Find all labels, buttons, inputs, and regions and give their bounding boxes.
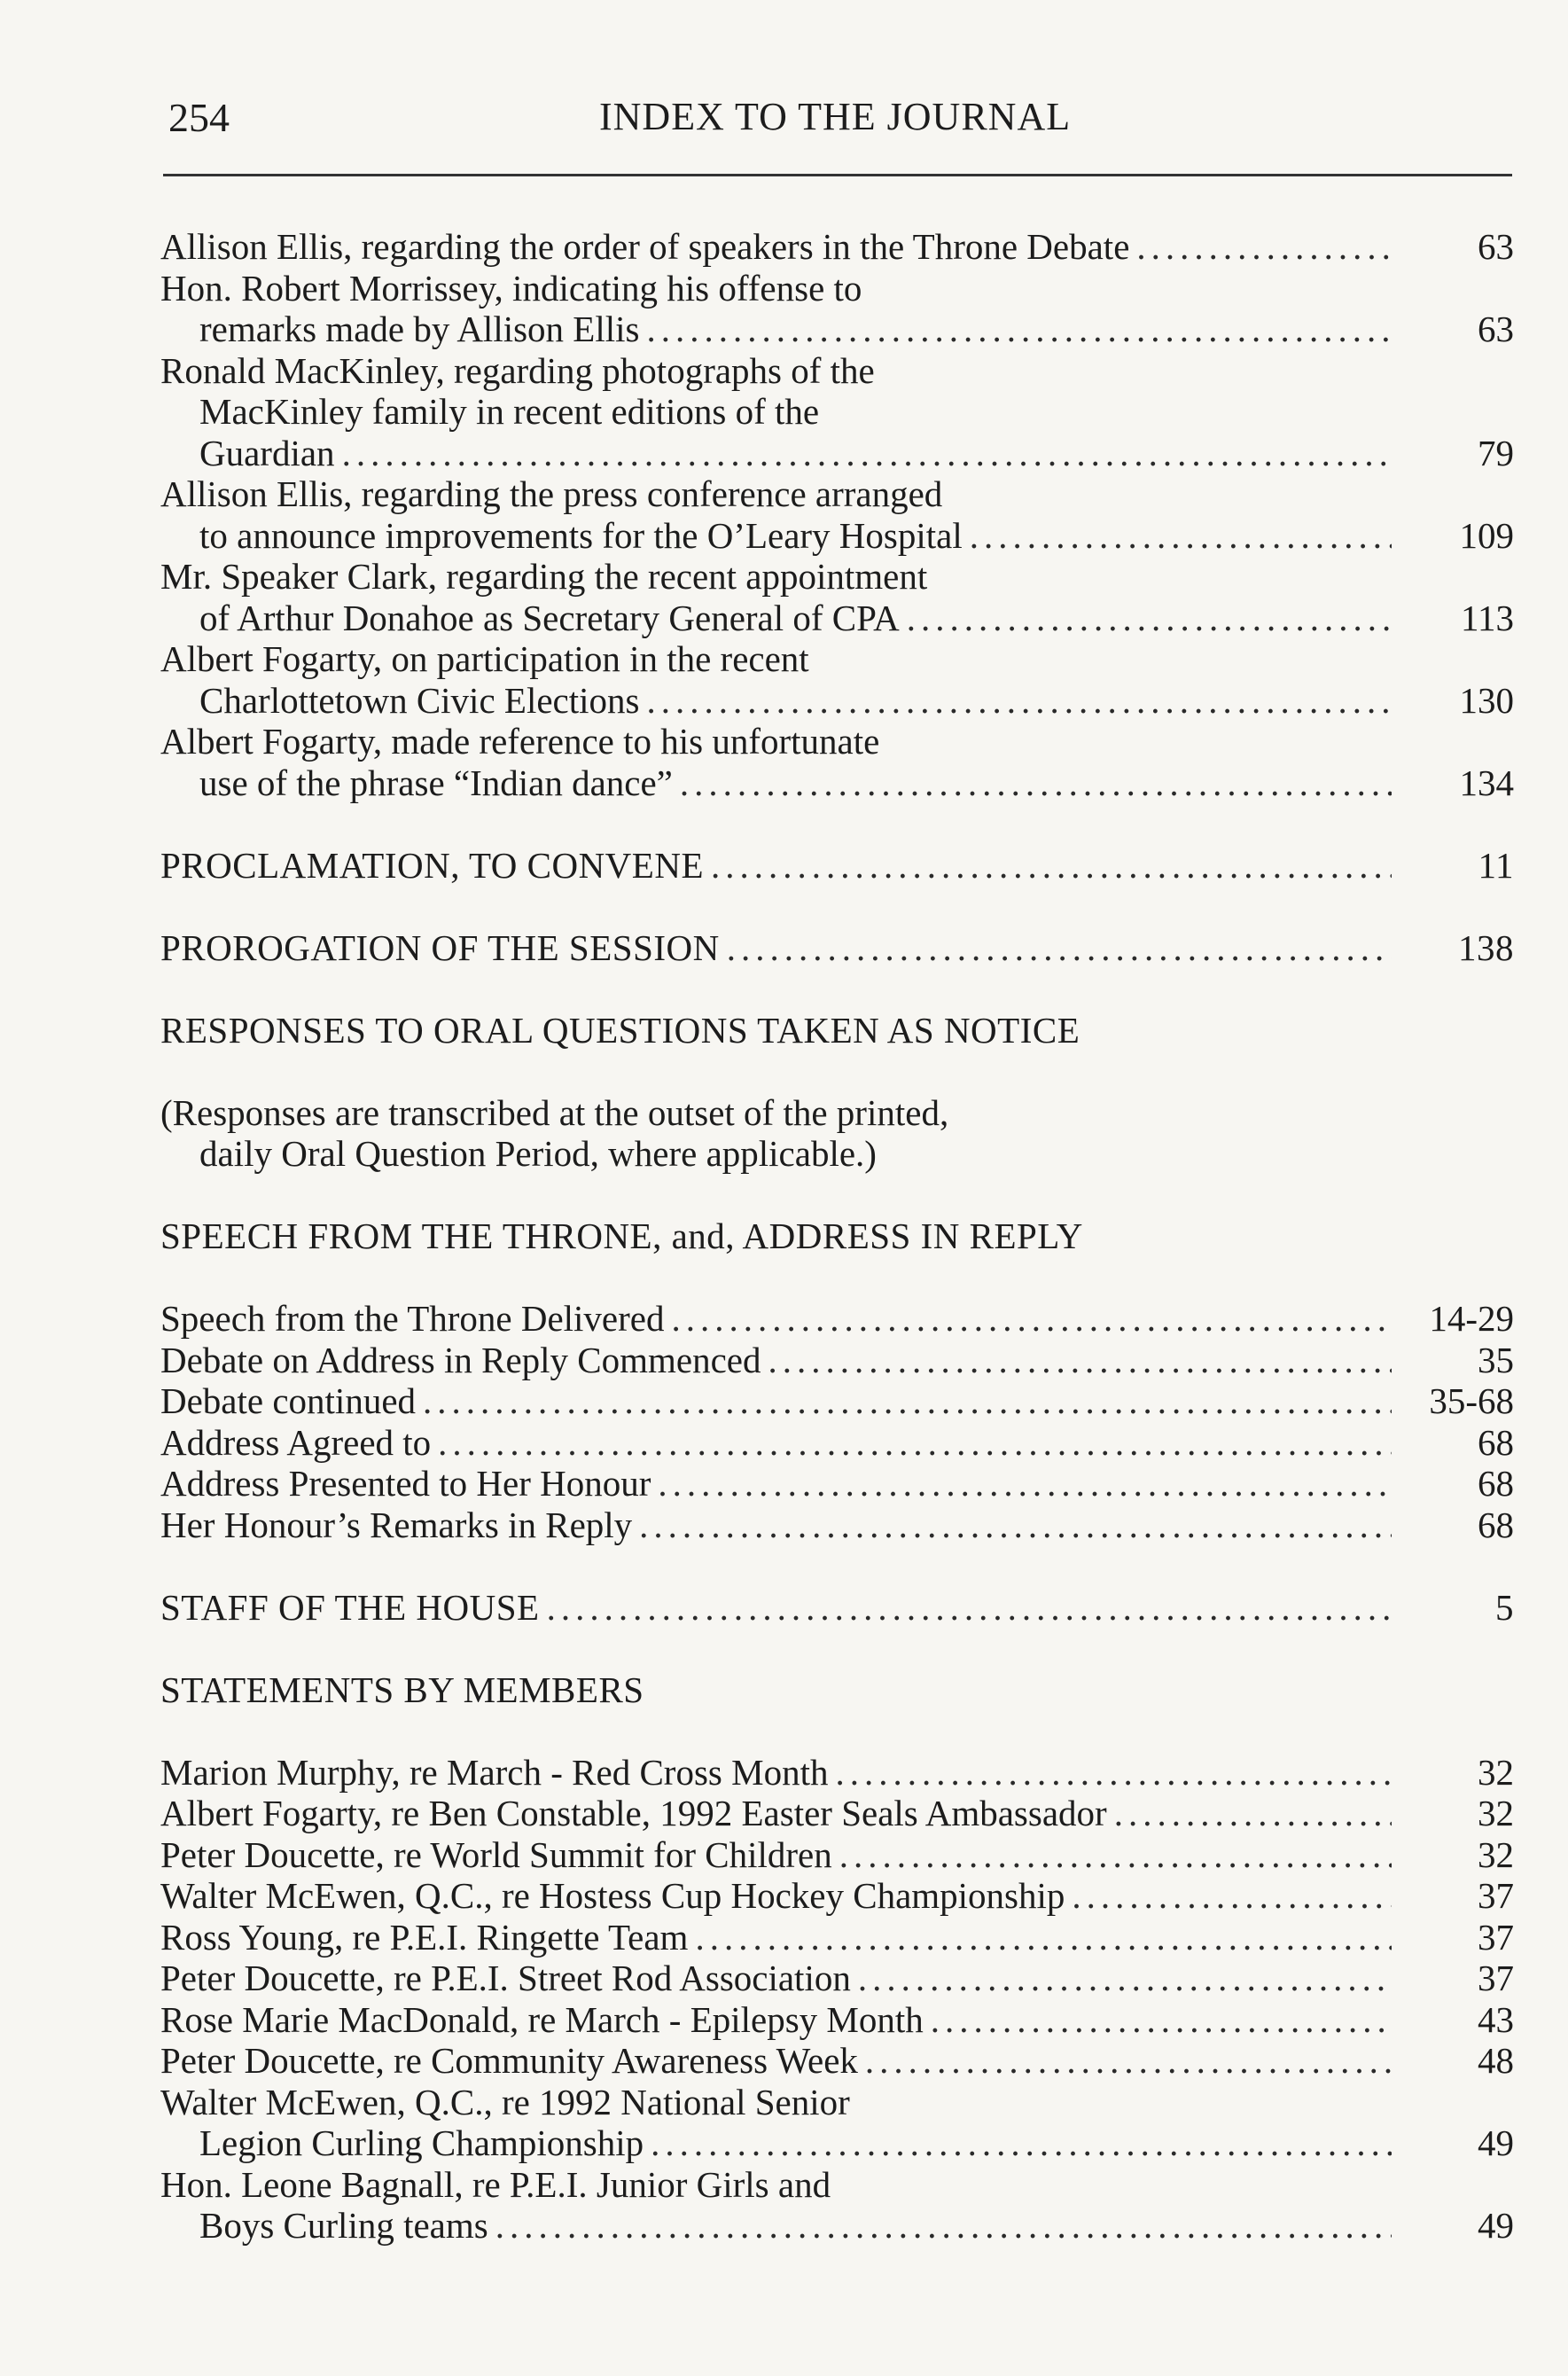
index-entry	[160, 1422, 1514, 1464]
dot-leader	[931, 1999, 1392, 2041]
entry-text: Charlottetown Civic Elections	[199, 679, 640, 721]
page-reference: 134	[1459, 762, 1514, 803]
section-heading-speech	[160, 1215, 1514, 1257]
section-heading-proclamation	[160, 845, 1514, 887]
page-title: INDEX TO THE JOURNAL	[599, 95, 1072, 138]
index-entry	[160, 268, 1514, 350]
entry-text: use of the phrase “Indian dance”	[199, 762, 673, 803]
index-entry	[160, 1834, 1514, 1876]
index-entry	[160, 1958, 1514, 1999]
entry-text: Allison Ellis, regarding the order of speakers in the Throne Debate	[160, 226, 1130, 267]
index-entry	[160, 473, 1514, 556]
entry-text: Peter Doucette, re World Summit for Children	[160, 1833, 832, 1875]
dot-leader	[342, 433, 1392, 474]
page-reference: 48	[1478, 2040, 1514, 2081]
index-entry	[160, 556, 1514, 638]
heading-label: SPEECH FROM THE THRONE, and, ADDRESS IN REPLY	[160, 1215, 1083, 1256]
entry-text: Legion Curling Championship	[199, 2122, 644, 2163]
heading-label: STAFF OF THE HOUSE	[160, 1586, 540, 1628]
heading-label: PROROGATION OF THE SESSION	[160, 926, 720, 968]
dot-leader	[547, 1587, 1392, 1629]
entry-text: Debate continued	[160, 1380, 417, 1421]
entry-text: Speech from the Throne Delivered	[160, 1298, 665, 1339]
dot-leader	[423, 1380, 1392, 1422]
entry-text: Peter Doucette, re Community Awareness Week	[160, 2040, 858, 2081]
dot-leader	[639, 1505, 1392, 1546]
entry-text: remarks made by Allison Ellis	[199, 309, 640, 349]
page-reference: 68	[1478, 1421, 1514, 1463]
page-reference: 14-29	[1429, 1298, 1514, 1339]
dot-leader	[658, 1463, 1392, 1505]
entry-text: Hon. Leone Bagnall, re P.E.I. Junior Girls and	[160, 2163, 831, 2205]
dot-leader	[651, 2122, 1392, 2164]
page-reference: 113	[1461, 597, 1514, 638]
section-note: daily Oral Question Period, where applicable.)	[199, 1133, 877, 1174]
dot-leader	[646, 309, 1392, 350]
dot-leader	[1114, 1793, 1392, 1834]
page-reference: 37	[1478, 1916, 1514, 1958]
dot-leader	[865, 2040, 1392, 2082]
index-entry	[160, 721, 1514, 803]
entry-text: Allison Ellis, regarding the press conference arranged	[160, 473, 943, 514]
dot-leader	[768, 1340, 1392, 1381]
entry-text: Albert Fogarty, re Ben Constable, 1992 Easter Seals Ambassador	[160, 1793, 1107, 1833]
page-reference: 5	[1495, 1586, 1514, 1628]
page-reference: 35-68	[1429, 1380, 1514, 1421]
index-entry	[160, 226, 1514, 268]
dot-leader	[695, 1917, 1392, 1958]
entry-text: Hon. Robert Morrissey, indicating his offense to	[160, 267, 862, 309]
entry-text: Marion Murphy, re March - Red Cross Month	[160, 1751, 829, 1793]
spacer	[160, 1051, 1514, 1092]
page-reference: 49	[1478, 2205, 1514, 2246]
entry-text: to announce improvements for the O’Leary Hospital	[199, 514, 963, 556]
page-reference: 37	[1478, 1958, 1514, 1998]
entry-text: Peter Doucette, re P.E.I. Street Rod Association	[160, 1958, 851, 1998]
entry-text: Walter McEwen, Q.C., re Hostess Cup Hockey Championship	[160, 1875, 1065, 1916]
index-entry	[160, 1340, 1514, 1381]
index-entry	[160, 638, 1514, 721]
index-entry	[160, 2040, 1514, 2082]
header-rule	[163, 174, 1512, 176]
page-reference: 68	[1478, 1504, 1514, 1545]
dot-leader	[835, 1752, 1392, 1794]
dot-leader	[711, 845, 1392, 887]
entry-text: Guardian	[199, 432, 335, 473]
entry-text: Ronald MacKinley, regarding photographs of the	[160, 349, 875, 391]
dot-leader	[858, 1958, 1392, 1999]
entry-text: Her Honour’s Remarks in Reply	[160, 1504, 633, 1545]
entry-text: Boys Curling teams	[199, 2205, 488, 2246]
entry-text: MacKinley family in recent editions of the	[199, 391, 820, 432]
spacer	[160, 1257, 1514, 1299]
entry-text: Rose Marie MacDonald, re March - Epilepsy Month	[160, 1998, 924, 2040]
page-reference: 109	[1459, 514, 1514, 556]
dot-leader	[438, 1422, 1392, 1464]
page-number: 254	[168, 95, 230, 140]
section-heading-statements	[160, 1669, 1514, 1711]
heading-label: PROCLAMATION, TO CONVENE	[160, 844, 704, 886]
heading-label: STATEMENTS BY MEMBERS	[160, 1669, 644, 1710]
page-reference: 79	[1478, 432, 1514, 473]
page-reference: 32	[1478, 1833, 1514, 1875]
section-heading-staff	[160, 1587, 1514, 1629]
page-reference: 32	[1478, 1793, 1514, 1833]
index-entry	[160, 1505, 1514, 1546]
index-entry	[160, 1793, 1514, 1834]
dot-leader	[671, 1298, 1392, 1340]
dot-leader	[727, 927, 1392, 969]
index-entry	[160, 350, 1514, 474]
page-reference: 63	[1478, 226, 1514, 267]
dot-leader	[907, 598, 1392, 639]
index-entry	[160, 1999, 1514, 2041]
entry-text: of Arthur Donahoe as Secretary General of CPA	[199, 597, 900, 638]
entry-text: Address Presented to Her Honour	[160, 1463, 651, 1504]
page-reference: 11	[1478, 844, 1514, 886]
page-reference: 49	[1478, 2122, 1514, 2163]
index-entry	[160, 1875, 1514, 1917]
page-reference: 63	[1478, 309, 1514, 349]
index-entry	[160, 2082, 1514, 2164]
page-reference: 138	[1458, 926, 1514, 968]
index-entry	[160, 1752, 1514, 1794]
index-entry	[160, 1298, 1514, 1340]
entry-text: Mr. Speaker Clark, regarding the recent appointment	[160, 556, 928, 597]
entry-text: Ross Young, re P.E.I. Ringette Team	[160, 1916, 689, 1958]
heading-label: RESPONSES TO ORAL QUESTIONS TAKEN AS NOTICE	[160, 1009, 1080, 1051]
dot-leader	[680, 762, 1392, 804]
dot-leader	[839, 1834, 1392, 1876]
entry-text: Debate on Address in Reply Commenced	[160, 1339, 761, 1380]
dot-leader	[1136, 226, 1392, 268]
index-content	[160, 226, 1514, 2247]
index-entry	[160, 2164, 1514, 2247]
index-entry	[160, 1380, 1514, 1422]
page-reference: 32	[1478, 1751, 1514, 1793]
page-reference: 130	[1459, 679, 1514, 721]
page-reference: 68	[1478, 1463, 1514, 1504]
page-reference: 43	[1478, 1998, 1514, 2040]
dot-leader	[1072, 1875, 1392, 1917]
dot-leader	[646, 680, 1392, 722]
entry-text: Albert Fogarty, made reference to his unfortunate	[160, 721, 880, 762]
entry-text: Address Agreed to	[160, 1421, 432, 1463]
section-heading-responses	[160, 1010, 1514, 1051]
entry-text: Walter McEwen, Q.C., re 1992 National Senior	[160, 2081, 850, 2122]
page-reference: 35	[1478, 1339, 1514, 1380]
page-reference: 37	[1478, 1875, 1514, 1916]
section-heading-prorogation	[160, 927, 1514, 969]
section-note: (Responses are transcribed at the outset of the printed,	[160, 1091, 949, 1133]
index-entry	[160, 1463, 1514, 1505]
index-entry	[160, 1917, 1514, 1958]
entry-text: Albert Fogarty, on participation in the recent	[160, 638, 809, 679]
spacer	[160, 1710, 1514, 1752]
dot-leader	[970, 515, 1392, 557]
dot-leader	[495, 2205, 1392, 2247]
